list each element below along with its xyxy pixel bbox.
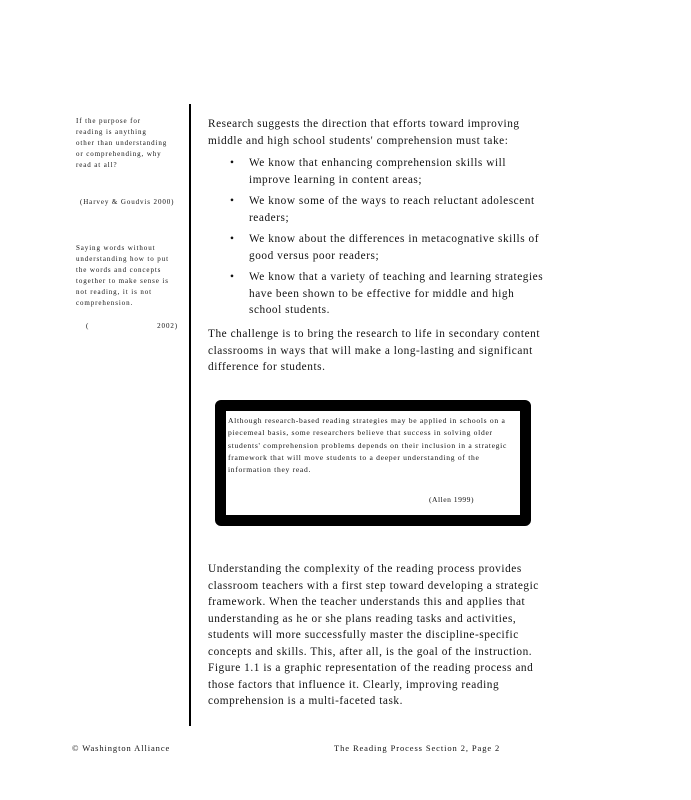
challenge-section xyxy=(208,326,548,376)
bullet-list xyxy=(208,155,548,319)
bullet-marker: • xyxy=(230,271,235,283)
list-item xyxy=(208,155,548,188)
bullet-marker: • xyxy=(230,157,235,169)
sidebar-citation-2 xyxy=(86,322,178,330)
bullet-text: We know some of the ways to reach reluctant adolescent readers; xyxy=(249,195,535,224)
sidebar-quote-1: If the purpose for reading is anything other than understanding or comprehending, why read at all? xyxy=(76,117,168,169)
bullet-text: We know that enhancing comprehension skills will improve learning in content areas; xyxy=(249,157,507,186)
pull-quote-text: Although research-based reading strategies may be applied in schools on a piecemeal basis, some researchers believe that success in solving older students' comprehension problems depends on their inclusion in a strategic framework that will move students to a deeper understanding of the information they read. xyxy=(228,416,508,475)
bullet-text: We know that a variety of teaching and learning strategies have been shown to be effective for middle and high school students. xyxy=(249,271,544,316)
citation-year: 2002) xyxy=(157,322,178,330)
pull-quote-box xyxy=(215,400,531,526)
intro-section xyxy=(208,116,548,324)
citation-open-paren: ( xyxy=(86,322,90,330)
closing-section xyxy=(208,561,548,710)
pull-quote-citation: (Allen 1999) xyxy=(428,494,474,504)
list-item xyxy=(208,269,548,319)
challenge-paragraph: The challenge is to bring the research to life in secondary content classrooms in ways that will make a long-lasting and significant difference for students. xyxy=(208,328,541,373)
footer-copyright: © Washington Alliance xyxy=(72,743,171,753)
sidebar xyxy=(76,116,182,330)
list-item xyxy=(208,231,548,264)
sidebar-quote-2: Saying words without understanding how to put the words and concepts together to make sense is not reading, it is not comprehension. xyxy=(76,244,169,307)
sidebar-citation-1: (Harvey & Goudvis 2000) xyxy=(80,198,175,206)
list-item xyxy=(208,193,548,226)
bullet-marker: • xyxy=(230,195,235,207)
footer-page-info: The Reading Process Section 2, Page 2 xyxy=(334,743,501,753)
closing-paragraph: Understanding the complexity of the reading process provides classroom teachers with a first step toward developing a strategic framework. When the teacher understands this and applies that understanding as he or she plans reading tasks and activities, students will more successfully master the discipline-specific concepts and skills. This, after all, is the goal of the instruction. Figure 1.1 is a graphic representation of the reading process and those factors that influence it. Clearly, improving reading comprehension is a multi-faceted task. xyxy=(208,563,539,707)
bullet-marker: • xyxy=(230,233,235,245)
bullet-text: We know about the differences in metacognative skills of good versus poor readers; xyxy=(249,233,540,262)
intro-paragraph: Research suggests the direction that efforts toward improving middle and high school students' comprehension must take: xyxy=(208,118,520,147)
vertical-divider xyxy=(189,104,191,726)
